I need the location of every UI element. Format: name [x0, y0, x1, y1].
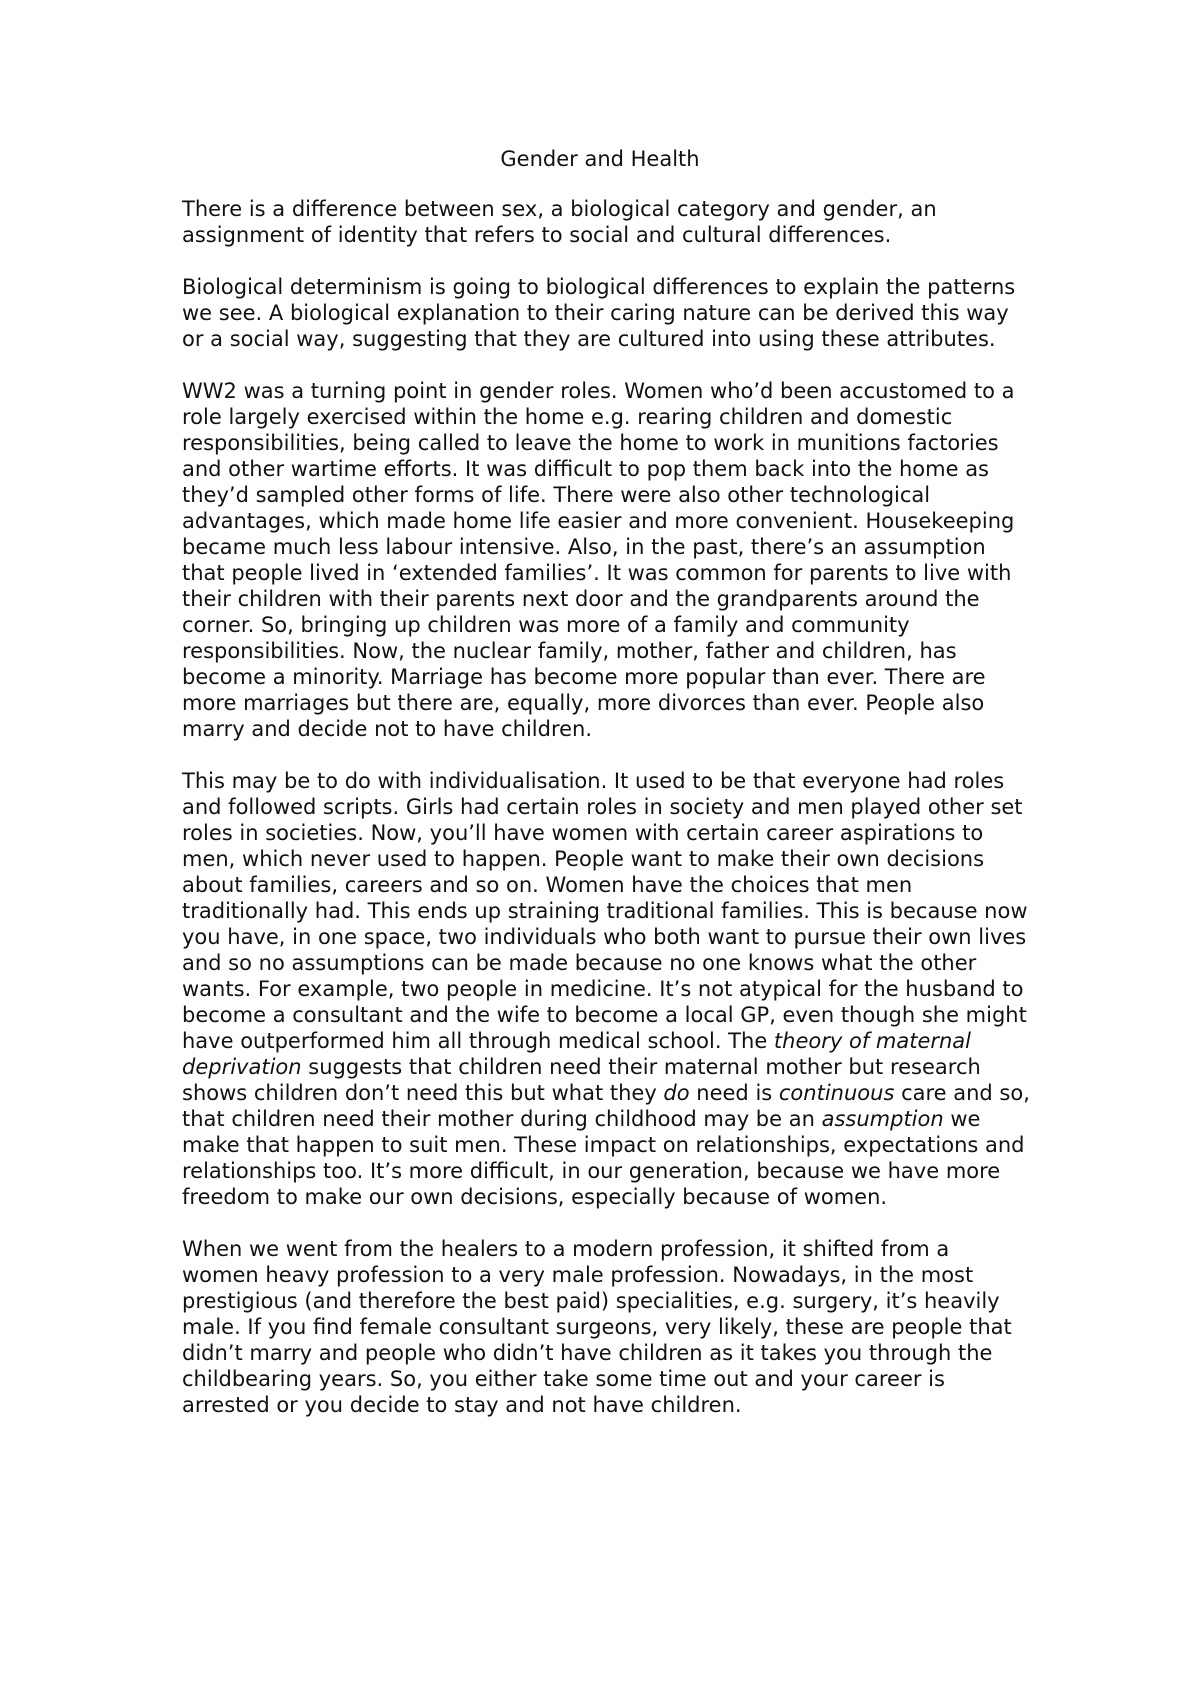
- document-title: Gender and Health: [500, 147, 700, 171]
- paragraph-individualisation-text-1: This may be to do with individualisation. It used to be that everyone had roles and followed scripts. Girls had certain roles in society and men played other set roles in societies. Now, you’ll have women with certain career aspirations to men, which never used to happen. People want to make their own decisions about families, careers and so on. Women have the choices that men traditionally had. This ends up straining traditional families. This is because now you have, in one space, two individuals who both want to pursue their own lives and so no assumptions can be made because no one knows what the other wants. For example, two people in medicine. It’s not atypical for the husband to become a consultant and the wife to become a local GP, even though she might have outperformed him all through medical school. The: [182, 769, 1028, 1053]
- paragraph-individualisation-text-5: we make that happen to suit men. These impact on relationships, expectations and relationships too. It’s more difficult, in our generation, because we have more freedom to make our own decisions, especially because of women.: [182, 1107, 1025, 1209]
- paragraph-individualisation-text-4: care and so, that children need their mother during childhood may be an: [182, 1081, 1030, 1131]
- emphasis-do: do: [663, 1081, 690, 1105]
- emphasis-assumption: assumption: [821, 1107, 944, 1131]
- paragraph-ww2-gender-roles: WW2 was a turning point in gender roles. Women who’d been accustomed to a role largely exercised within the home e.g. rearing children and domestic responsibilities, being called to leave the home to work in munitions factories and other wartime efforts. It was difficult to pop them back into the home as they’d sampled other forms of life. There were also other technological advantages, which made home life easier and more convenient. Housekeeping became much less labour intensive. Also, in the past, there’s an assumption that people lived in ‘extended families’. It was common for parents to live with their children with their parents next door and the grandparents around the corner. So, bringing up children was more of a family and community responsibilities. Now, the nuclear family, mother, father and children, has become a minority. Marriage has become more popular than ever. There are more marriages but there are, equally, more divorces than ever. People also marry and decide not to have children.: [182, 379, 1015, 741]
- emphasis-theory-maternal-deprivation: theory of maternal deprivation: [182, 1029, 972, 1079]
- paragraph-individualisation-text-2: suggests that children need their maternal mother but research shows children don’t need this but what they: [182, 1055, 981, 1105]
- paragraph-sex-gender: There is a difference between sex, a biological category and gender, an assignment of identity that refers to social and cultural differences.: [182, 197, 937, 247]
- document-body: [182, 196, 1032, 1444]
- paragraph-individualisation-text-3: need is: [689, 1081, 779, 1105]
- paragraph-individualisation: [182, 768, 1032, 1210]
- paragraph-biological-determinism: Biological determinism is going to biological differences to explain the patterns we see. A biological explanation to their caring nature can be derived this way or a social way, suggesting that they are cultured into using these attributes.: [182, 275, 1016, 351]
- paragraph-healers-profession: When we went from the healers to a modern profession, it shifted from a women heavy profession to a very male profession. Nowadays, in the most prestigious (and therefore the best paid) specialities, e.g. surgery, it’s heavily male. If you find female consultant surgeons, very likely, these are people that didn’t marry and people who didn’t have children as it takes you through the childbearing years. So, you either take some time out and your career is arrested or you decide to stay and not have children.: [182, 1237, 1012, 1417]
- emphasis-continuous: continuous: [778, 1081, 895, 1105]
